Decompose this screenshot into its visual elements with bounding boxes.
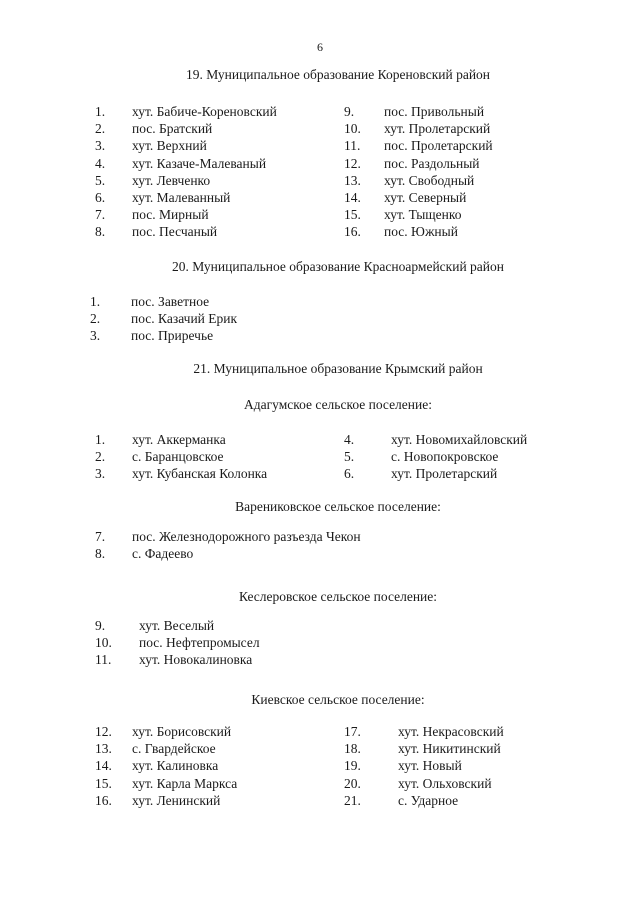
settlement-name: хут. Веселый xyxy=(139,618,215,633)
settlement-name: хут. Новый xyxy=(398,758,462,774)
settlement-name: пос. Нефтепромысел xyxy=(139,635,260,651)
list-item-number: 7. xyxy=(95,529,106,544)
settlement-name: хут. Пролетарский xyxy=(391,466,498,482)
settlement-name: пос. Приречье xyxy=(131,328,214,344)
settlement-name: пос. Железнодорожного разъезда Чекон xyxy=(132,529,361,544)
settlement-name: хут. Некрасовский xyxy=(398,724,504,739)
list-item-number: 4. xyxy=(95,155,106,171)
subsection-title: Варениковское сельское поселение: xyxy=(235,499,441,514)
settlement-name: хут. Карла Маркса xyxy=(132,775,238,791)
list-item-number: 3. xyxy=(90,328,101,344)
settlement-name: хут. Казаче-Малеваный xyxy=(132,155,267,171)
settlement-name: с. Баранцовское xyxy=(132,449,224,465)
subsection-title: Киевское сельское поселение: xyxy=(251,692,425,707)
settlement-name: с. Гвардейское xyxy=(132,741,216,757)
section-title-19: 19. Муниципальное образование Кореновский район xyxy=(185,67,491,82)
section-title-20: 20. Муниципальное образование Красноармейский район xyxy=(172,259,504,274)
list-item-number: 14. xyxy=(95,758,112,774)
list-item-number: 13. xyxy=(95,741,112,757)
subsection-title: Кеслеровское сельское поселение: xyxy=(238,589,438,604)
list-item-number: 2. xyxy=(95,449,106,465)
settlement-name: с. Ударное xyxy=(398,792,459,808)
list-item-number: 17. xyxy=(344,724,361,739)
list-item-number: 13. xyxy=(344,172,361,188)
settlement-name: пос. Заветное xyxy=(131,294,210,309)
list-item-number: 1. xyxy=(95,104,106,119)
settlement-name: с. Новопокровское xyxy=(391,449,499,465)
settlement-name: с. Фадеево xyxy=(132,546,194,562)
list-item-number: 8. xyxy=(95,546,106,562)
settlement-name: пос. Мирный xyxy=(132,207,209,223)
settlement-name: пос. Казачий Ерик xyxy=(131,311,238,327)
settlement-name: хут. Кубанская Колонка xyxy=(132,466,268,482)
settlement-name: хут. Малеванный xyxy=(132,190,231,205)
list-item-number: 14. xyxy=(344,190,361,205)
list-item-number: 5. xyxy=(95,172,106,188)
list-item-number: 10. xyxy=(95,635,112,651)
section-title-21: 21. Муниципальное образование Крымский район xyxy=(193,361,483,376)
list-item-number: 21. xyxy=(344,792,361,808)
list-item-number: 6. xyxy=(344,466,355,482)
settlement-name: хут. Левченко xyxy=(132,172,211,188)
list-item-number: 16. xyxy=(344,224,361,240)
page-number: 6 xyxy=(317,40,323,54)
settlement-name: хут. Калиновка xyxy=(132,758,219,774)
list-item-number: 2. xyxy=(90,311,101,327)
settlement-name: хут. Северный xyxy=(384,190,467,205)
settlement-name: хут. Аккерманка xyxy=(132,432,226,447)
list-item-number: 3. xyxy=(95,466,106,482)
settlement-name: пос. Пролетарский xyxy=(384,138,493,154)
list-item-number: 15. xyxy=(95,775,112,791)
list-item-number: 16. xyxy=(95,792,112,808)
settlement-name: хут. Свободный xyxy=(384,172,475,188)
list-item-number: 19. xyxy=(344,758,361,774)
subsection-title: Адагумское сельское поселение: xyxy=(244,397,432,412)
list-item-number: 1. xyxy=(90,294,101,309)
list-item-number: 7. xyxy=(95,207,106,223)
settlement-name: хут. Верхний xyxy=(132,138,207,154)
settlement-name: хут. Пролетарский xyxy=(384,121,491,137)
list-item-number: 12. xyxy=(344,155,361,171)
list-item-number: 8. xyxy=(95,224,106,240)
list-item-number: 11. xyxy=(95,652,112,668)
list-item-number: 20. xyxy=(344,775,361,791)
settlement-name: пос. Песчаный xyxy=(132,224,218,240)
list-item-number: 3. xyxy=(95,138,106,154)
settlement-name: пос. Южный xyxy=(384,224,458,240)
settlement-name: пос. Привольный xyxy=(384,104,485,119)
settlement-name: хут. Борисовский xyxy=(132,724,232,739)
list-item-number: 1. xyxy=(95,432,106,447)
settlement-name: хут. Новокалиновка xyxy=(139,652,253,668)
settlement-name: пос. Братский xyxy=(132,121,213,137)
list-item-number: 11. xyxy=(344,138,361,154)
settlement-name: хут. Новомихайловский xyxy=(391,432,528,447)
list-item-number: 18. xyxy=(344,741,361,757)
list-item-number: 5. xyxy=(344,449,355,465)
settlement-name: хут. Ольховский xyxy=(398,775,492,791)
list-item-number: 9. xyxy=(95,618,106,633)
list-item-number: 4. xyxy=(344,432,355,447)
list-item-number: 2. xyxy=(95,121,106,137)
settlement-name: хут. Бабиче-Кореновский xyxy=(132,104,277,119)
settlement-name: хут. Ленинский xyxy=(132,792,221,808)
list-item-number: 9. xyxy=(344,104,355,119)
settlement-name: пос. Раздольный xyxy=(384,155,480,171)
list-item-number: 12. xyxy=(95,724,112,739)
list-item-number: 10. xyxy=(344,121,361,137)
list-item-number: 15. xyxy=(344,207,361,223)
settlement-name: хут. Никитинский xyxy=(398,741,501,757)
settlement-name: хут. Тыщенко xyxy=(384,207,462,223)
list-item-number: 6. xyxy=(95,190,106,205)
